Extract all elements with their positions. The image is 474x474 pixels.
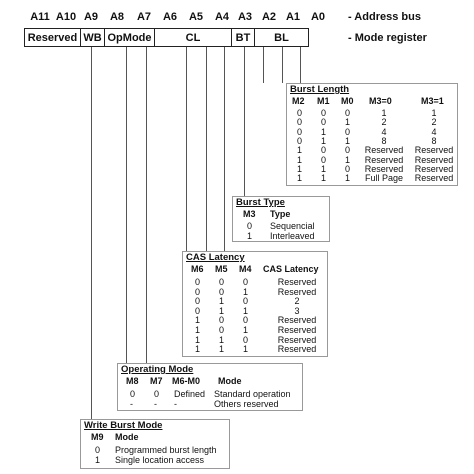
cas-latency-cell: 0 (243, 296, 249, 307)
cas-latency-cell: 0 (243, 277, 249, 287)
write-burst-mode-cell: 1 (95, 454, 101, 465)
write-burst-mode-cell: Single location access (115, 454, 205, 465)
burst-length-cell: 8 (431, 135, 437, 146)
burst-type-header: Type (270, 209, 291, 219)
burst-length-header: M2 (292, 96, 305, 106)
burst-length-cell: 1 (297, 145, 303, 156)
cas-latency-cell: 1 (219, 305, 225, 316)
cas-latency-cell: Reserved (277, 277, 317, 287)
cas-latency-cell: 1 (219, 344, 225, 355)
cas-latency-cell: 1 (219, 334, 225, 345)
burst-type-header: M3 (243, 209, 256, 219)
burst-length-cell: 2 (381, 117, 387, 128)
burst-length-cell: 1 (345, 173, 351, 184)
address-bit-a2: A2 (261, 11, 277, 23)
burst-length-cell: 4 (381, 126, 387, 137)
burst-length-cell: 1 (321, 135, 327, 146)
burst-length-cell: 1 (345, 135, 351, 146)
burst-length-cell: 1 (345, 117, 351, 128)
address-bit-a4: A4 (214, 11, 230, 23)
cas-latency-cell: 1 (195, 315, 201, 326)
cas-latency-cell: 1 (219, 296, 225, 307)
burst-length-cell: 1 (297, 163, 303, 174)
field-cl: CL (155, 29, 232, 46)
operating-mode-cell: - (130, 398, 133, 409)
burst-length-cell: 1 (297, 154, 303, 165)
cas-latency-cell: 1 (243, 286, 249, 297)
burst-length-cell: Reserved (364, 163, 404, 174)
cas-latency-cell: 0 (243, 334, 249, 345)
burst-length-cell: 1 (381, 108, 387, 118)
write-burst-mode-header: M9 (91, 432, 104, 442)
write-burst-mode-title: Write Burst Mode (84, 420, 163, 431)
operating-mode-header: M6-M0 (172, 376, 201, 386)
burst-type-cell: 1 (247, 230, 253, 241)
address-bit-a7: A7 (136, 11, 152, 23)
cas-latency-cell: Reserved (277, 344, 317, 355)
cas-latency-cell: 1 (195, 325, 201, 335)
connector-wb (91, 47, 92, 419)
write-burst-mode-cell: Programmed burst length (115, 445, 217, 455)
burst-length-cell: 0 (345, 126, 351, 137)
burst-length-panel (286, 83, 458, 186)
cas-latency-cell: 0 (219, 325, 225, 335)
cas-latency-cell: 1 (195, 334, 201, 345)
connector-cl-mid (206, 47, 207, 251)
cas-latency-header: M6 (191, 264, 204, 274)
cas-latency-cell: 0 (195, 305, 201, 316)
burst-length-header: M0 (341, 96, 354, 106)
cas-latency-cell: 0 (219, 286, 225, 297)
cas-latency-cell: 1 (243, 344, 249, 355)
address-bit-a3: A3 (237, 11, 253, 23)
cas-latency-cell: 0 (243, 315, 249, 326)
cas-latency-cell: 0 (195, 277, 201, 287)
connector-opmode-left (126, 47, 127, 363)
cas-latency-header: M5 (215, 264, 228, 274)
burst-length-cell: 8 (381, 135, 387, 146)
burst-length-cell: 1 (321, 126, 327, 137)
cas-latency-cell: Reserved (277, 334, 317, 345)
burst-length-cell: 1 (321, 163, 327, 174)
connector-cl-left (186, 47, 187, 251)
connector-cl-right (224, 47, 225, 251)
cas-latency-cell: 1 (195, 344, 201, 355)
cas-latency-cell: 3 (294, 305, 300, 316)
cas-latency-cell: 0 (195, 296, 201, 307)
burst-length-cell: 0 (321, 154, 327, 165)
cas-latency-cell: 1 (243, 325, 249, 335)
burst-length-cell: 1 (431, 108, 437, 118)
burst-length-cell: 0 (321, 117, 327, 128)
burst-length-cell: Reserved (364, 145, 404, 156)
address-bit-a10: A10 (55, 11, 77, 23)
burst-length-cell: 0 (345, 108, 351, 118)
burst-length-cell: 1 (297, 173, 303, 184)
field-reserved: Reserved (25, 29, 81, 46)
connector-bl-right (300, 47, 301, 83)
address-bit-a1: A1 (285, 11, 301, 23)
operating-mode-cell: Defined (174, 389, 206, 399)
operating-mode-cell: 0 (130, 389, 136, 399)
operating-mode-cell: Standard operation (214, 389, 291, 399)
cas-latency-cell: 2 (294, 296, 300, 307)
cas-latency-cell: Reserved (277, 325, 317, 335)
burst-length-cell: 2 (431, 117, 437, 128)
burst-type-cell: Interleaved (270, 230, 315, 241)
burst-length-header: M3=0 (369, 96, 392, 106)
burst-length-cell: 0 (345, 145, 351, 156)
burst-type-cell: 0 (247, 221, 253, 231)
cas-latency-cell: Reserved (277, 315, 317, 326)
write-burst-mode-cell: 0 (95, 445, 101, 455)
cas-latency-header: M4 (239, 264, 252, 274)
cas-latency-header: CAS Latency (263, 264, 319, 274)
field-bl: BL (274, 31, 289, 44)
burst-length-cell: Reserved (414, 154, 454, 165)
mode-register-label: - Mode register (348, 32, 427, 44)
burst-length-cell: 0 (321, 108, 327, 118)
burst-length-cell: Reserved (414, 173, 454, 184)
operating-mode-header: M7 (150, 376, 163, 386)
burst-length-cell: 0 (297, 108, 303, 118)
cas-latency-cell: 0 (219, 277, 225, 287)
field-bt: BT (232, 29, 255, 46)
connector-bt (244, 47, 245, 196)
operating-mode-title: Operating Mode (121, 364, 194, 375)
operating-mode-cell: - (154, 398, 157, 409)
operating-mode-header: Mode (218, 376, 242, 386)
operating-mode-cell: Others reserved (214, 398, 279, 409)
burst-length-cell: 0 (297, 135, 303, 146)
burst-length-title: Burst Length (290, 84, 350, 95)
operating-mode-cell: - (174, 398, 177, 409)
cas-latency-cell: 0 (195, 286, 201, 297)
address-bit-a6: A6 (162, 11, 178, 23)
field-wb: WB (81, 29, 105, 46)
mode-register (24, 28, 309, 47)
operating-mode-panel (117, 363, 303, 411)
burst-length-cell: 1 (321, 173, 327, 184)
address-bit-a0: A0 (310, 11, 326, 23)
burst-length-cell: Reserved (414, 145, 454, 156)
address-bit-a11: A11 (30, 11, 50, 23)
write-burst-mode-panel (80, 419, 230, 469)
burst-type-cell: Sequencial (270, 221, 315, 231)
burst-length-cell: 4 (431, 126, 437, 137)
operating-mode-cell: 0 (154, 389, 160, 399)
burst-length-cell: 0 (297, 117, 303, 128)
burst-length-cell: 1 (345, 154, 351, 165)
burst-type-title: Burst Type (236, 197, 285, 208)
address-bit-a9: A9 (83, 11, 99, 23)
connector-opmode-right (146, 47, 147, 363)
burst-length-cell: 0 (345, 163, 351, 174)
cas-latency-cell: 1 (243, 305, 249, 316)
connector-bl-left (263, 47, 264, 83)
burst-length-cell: Full Page (364, 173, 404, 184)
connector-bl-mid (282, 47, 283, 83)
address-bit-a5: A5 (188, 11, 204, 23)
cas-latency-panel (182, 251, 328, 357)
burst-length-cell: 0 (321, 145, 327, 156)
burst-length-header: M3=1 (421, 96, 444, 106)
cas-latency-title: CAS Latency (186, 252, 245, 263)
cas-latency-cell: 0 (219, 315, 225, 326)
address-bit-a8: A8 (109, 11, 125, 23)
burst-length-cell: Reserved (414, 163, 454, 174)
burst-type-panel (232, 196, 330, 242)
cas-latency-cell: Reserved (277, 286, 317, 297)
burst-length-header: M1 (317, 96, 330, 106)
operating-mode-header: M8 (126, 376, 139, 386)
field-opmode: OpMode (105, 29, 155, 46)
burst-length-cell: 0 (297, 126, 303, 137)
write-burst-mode-header: Mode (115, 432, 139, 442)
address-bus-label: - Address bus (348, 11, 421, 23)
burst-length-cell: Reserved (364, 154, 404, 165)
